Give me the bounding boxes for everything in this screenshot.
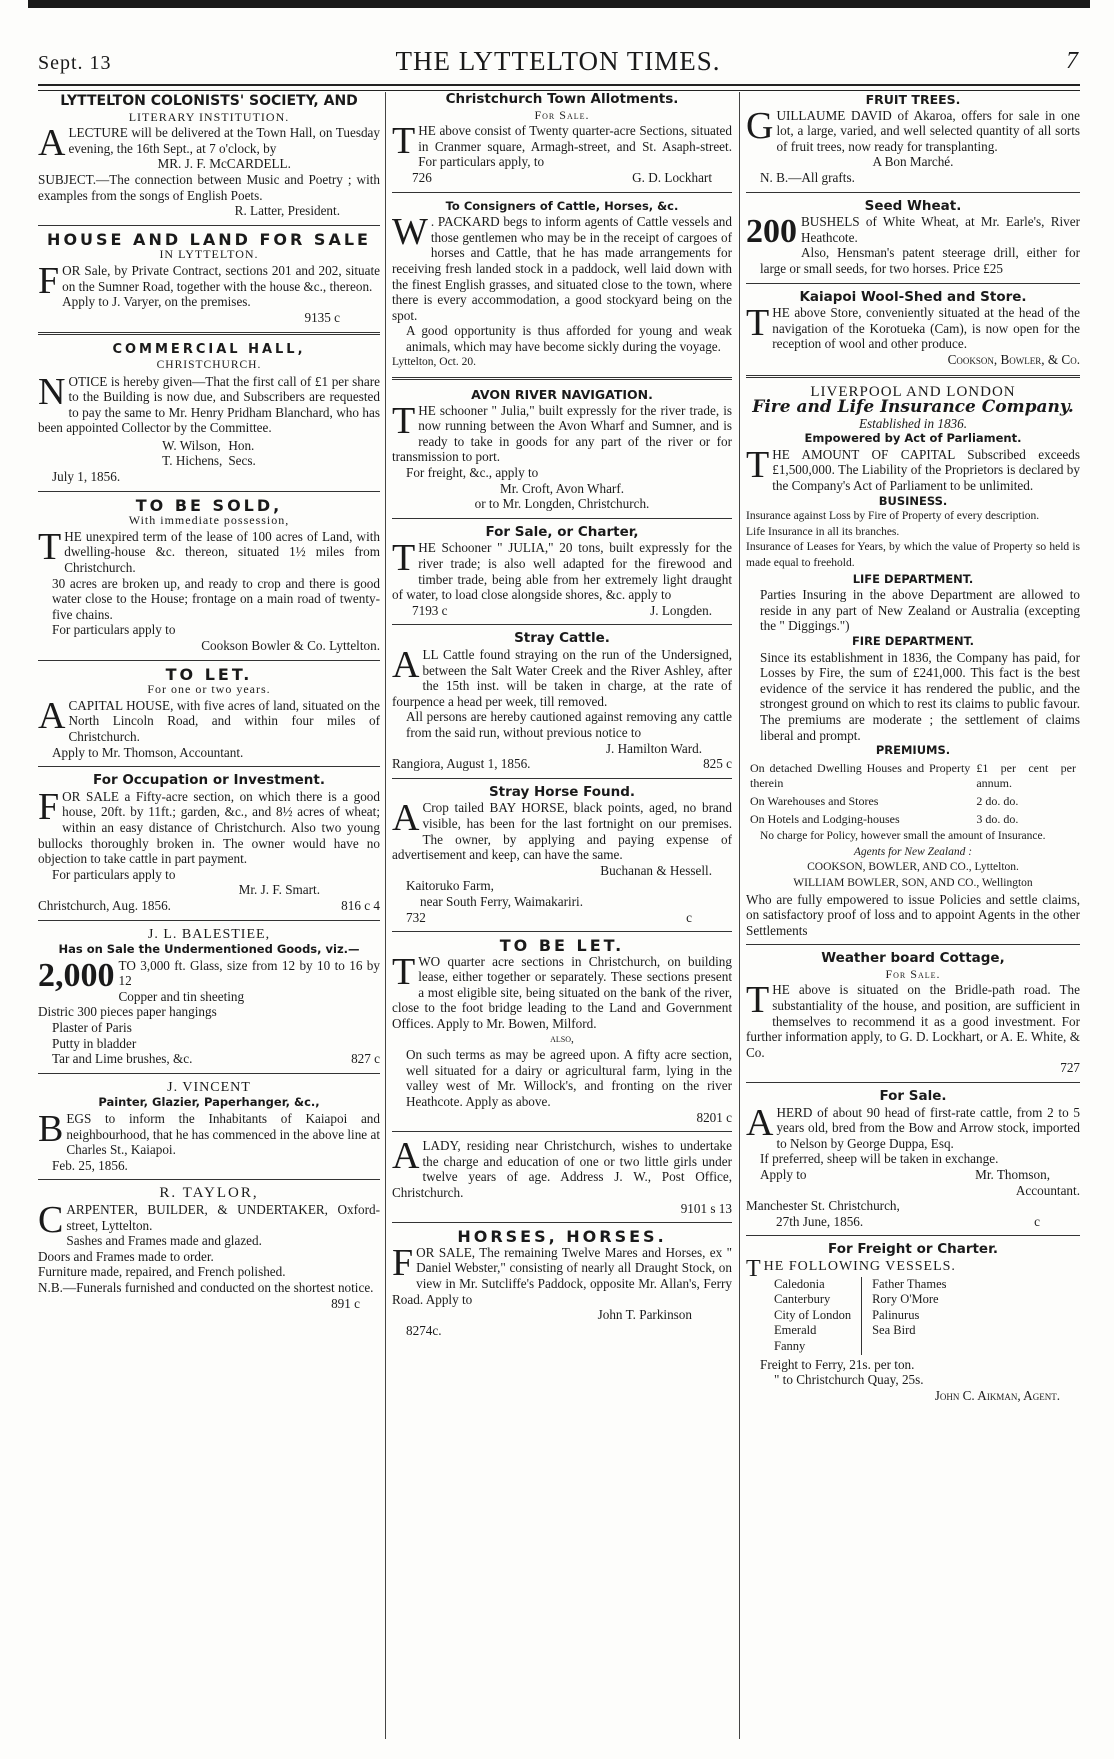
ad-wheat (746, 199, 1080, 277)
drop-cap: A (38, 122, 66, 165)
business-line: Insurance of Leases for Years, by which the value of Property so held is made equal to freehold. (746, 541, 1080, 570)
goods-line: Plaster of Paris (52, 1020, 132, 1036)
ad-signature: R. Latter, President. (234, 203, 340, 219)
ad-title: Seed Wheat. (864, 197, 962, 214)
big-number: 200 (746, 213, 797, 251)
ad-signature: Cookson, Bowler, & Co. (947, 351, 1080, 367)
column-3 (746, 92, 1080, 1739)
drop-cap: F (38, 785, 60, 828)
avon-line: or to Mr. Longden, Christchurch. (474, 496, 650, 512)
ad-apply: Apply to Mr. Thomson, Accountant. (52, 744, 244, 760)
divider (38, 332, 380, 335)
ad-body: BUSHELS of White Wheat, at Mr. Earle's, River Heathcote. (801, 214, 1080, 245)
vessel-name: Caledonia (774, 1276, 825, 1291)
ad-subtitle: With immediate possession, (128, 513, 290, 528)
ad-ref-suffix: c (686, 909, 692, 925)
column-1 (38, 92, 380, 1739)
ad-title: AVON RIVER NAVIGATION. (471, 387, 653, 403)
ad-body: HE above consist of Twenty quarter-acre Sections, situated in Cranmer square, Armagh-street, and St. Asaph-street. For particulars apply, to (418, 123, 732, 170)
ad-date: 27th June, 1856. (776, 1213, 864, 1229)
vessel-table (764, 1277, 957, 1355)
farm-line: Kaitoruko Farm, (406, 878, 494, 894)
freight-line: " to Christchurch Quay, 25s. (774, 1372, 924, 1388)
divider (392, 377, 732, 380)
ad-apply: For particulars apply to (52, 622, 176, 638)
ad-lady (392, 1135, 732, 1216)
ad-ref: 825 c (703, 756, 732, 772)
ad-body-2: On such terms as may be agreed upon. A fifty acre section, well situated for a dairy or agricultural farm, lying in the valley west of Mr. Willock's, and fronting on the river Heathcote. Apply as above. (406, 1047, 732, 1110)
ad-ref: 732 (406, 909, 426, 925)
ad-body: HE AMOUNT OF CAPITAL Subscribed exceeds £1,500,000. The Liability of the Proprietors is declared by the Company's Act of Parliament to be unlimited. (772, 446, 1080, 494)
drop-cap: A (392, 1135, 420, 1178)
divider (746, 375, 1080, 378)
ad-ref: 8274c. (406, 1322, 442, 1338)
ad-vincent (38, 1080, 380, 1174)
divider (38, 1179, 380, 1180)
ad-avon (392, 387, 732, 512)
ad-body: LECTURE will be delivered at the Town Hall, on Tuesday evening, the 16th Sept., at 7 o'clock, by (68, 125, 380, 156)
ad-body-2: All persons are hereby cautioned against removing any cattle from the said run, without previous notice to (406, 709, 732, 740)
lecturer-name: MR. J. F. McCARDELL. (157, 156, 291, 172)
ad-house (38, 229, 380, 326)
ad-subtitle: Has on Sale the Undermentioned Goods, viz.— (58, 942, 360, 957)
divider (392, 931, 732, 932)
ad-body: OR SALE, The remaining Twelve Mares and Horses, ex " Daniel Webster," consisting of nearly all Draught Stock, on view in Mr. Sutcliffe's Paddock, opposite Mr. Allan's, Ferry Road. Apply to (392, 1244, 732, 1307)
ad-ref: 8201 c (696, 1109, 732, 1125)
drop-cap: T (746, 443, 770, 486)
premium-rate: £1 per cent per annum. (976, 760, 1076, 791)
freight-line: Freight to Ferry, 21s. per ton. (760, 1356, 915, 1372)
ad-balestiee (38, 927, 380, 1067)
divider (392, 778, 732, 779)
vessel-name: Father Thames (862, 1277, 957, 1293)
ad-signature: John T. Parkinson (597, 1307, 692, 1323)
ad-body: WO quarter acre sections in Christchurch, on building lease, either together or separately. These sections present a most eligible site, being situated on the bank of the river, close to the foot bridge leading to the Land and Government Offices. Apply to Mr. Bowen, Milford. (392, 953, 732, 1032)
vessel-name: City of London (774, 1307, 852, 1322)
section-business: BUSINESS. (878, 493, 948, 508)
ad-subject: SUBJECT.—The connection between Music and Poetry ; with examples from the songs of English Poets. (38, 171, 380, 203)
masthead-rule (38, 84, 1080, 91)
ad-subtitle: IN LYTTELTON. (159, 247, 259, 262)
divider (746, 283, 1080, 284)
company-name: Fire and Life Insurance Company. (752, 397, 1074, 418)
ad-body: OTICE is hereby given—That the first call of £1 per share to the Building is now due, and Subscribers are requested to pay the same to Mr. Henry Pridham Blanchard, who has been appointed Collector by the Committee. (38, 373, 380, 436)
column-2 (392, 92, 732, 1739)
divider (38, 660, 380, 661)
divider (746, 192, 1080, 193)
act-line: Empowered by Act of Parliament. (804, 431, 1022, 446)
ad-body: . PACKARD begs to inform agents of Cattle vessels and those gentlemen who may be in the receipt of cargoes of horses and Cattle, that he has made arrangements for receiving fresh landed stock in a paddock, well laid down with the finest English grasses, and situated close to the town, where there is every accommodation, a good stockyard being on the spot. (392, 214, 732, 323)
ad-body: Crop tailed BAY HORSE, black points, aged, no brand visible, has been for the last fortnight on our premises. The owner, by applying and paying expense of advertisement and keep, can have the same. (392, 800, 732, 863)
ad-date: Feb. 25, 1856. (52, 1157, 128, 1173)
vessel-name: Fanny (774, 1338, 806, 1353)
drop-cap: F (392, 1241, 414, 1284)
ad-body: HE above is situated on the Bridle-path road. The substantiality of the house, and position, are sufficient in themselves to recommend it as a good investment. For further information apply, to G. D. Lockhart, or A. E. White, & Co. (746, 982, 1080, 1060)
premium-rate: 2 do. do. (976, 793, 1019, 808)
ad-taylor (38, 1186, 380, 1311)
ad-subtitle: For one or two years. (147, 682, 271, 697)
ad-signature: Mr. J. F. Smart. (238, 882, 320, 898)
ad-freight (746, 1242, 1080, 1403)
no-charge: No charge for Policy, however small the amount of Insurance. (760, 830, 1046, 843)
ad-stray-horse (392, 785, 732, 925)
vessel-name: Palinurus (862, 1308, 957, 1324)
divider (392, 624, 732, 625)
avon-line: Mr. Croft, Avon Wharf. (499, 480, 625, 496)
drop-cap: W (392, 211, 428, 254)
masthead (38, 46, 1078, 78)
ad-charter (392, 525, 732, 619)
drop-cap: A (392, 797, 420, 840)
ad-cottage (746, 951, 1080, 1076)
ad-ref: 816 c 4 (341, 897, 380, 913)
fire-body: Since its establishment in 1836, the Company has paid, for Losses by Fire, the sum of £241,000. This fact is the best evidence of the service it has rendered the public, and the strongest ground on which to rest its claims to public favour. The premiums are moderate ; the settlement of claims liberal and prompt. (760, 649, 1080, 743)
ad-fruit (746, 92, 1080, 186)
drop-cap: T (392, 120, 416, 163)
top-rule (28, 0, 1090, 8)
ad-signature: Buchanan & Hessell. (600, 862, 712, 878)
ad-allotments (392, 92, 732, 186)
ad-body: OR Sale, by Private Contract, sections 201 and 202, situate on the Sumner Road, together with the house &c., thereon. (62, 262, 380, 294)
ad-body: CAPITAL HOUSE, with five acres of land, situated on the North Lincoln Road, and within four miles of Christchurch. (68, 697, 380, 744)
newspaper-title: THE LYTTELTON TIMES. (395, 46, 721, 76)
divider (38, 766, 380, 767)
ad-title: For Sale, or Charter, (485, 523, 639, 540)
ad-ref: 726 (412, 169, 432, 185)
divider (38, 491, 380, 492)
goods-line: Copper and tin sheeting (118, 988, 245, 1004)
address-line: Manchester St. Christchurch, (746, 1198, 900, 1214)
drop-cap: C (38, 1199, 64, 1241)
drop-cap: T (392, 537, 416, 580)
premiums-table (746, 759, 1080, 829)
divider (392, 192, 732, 193)
divider (38, 225, 380, 226)
sign-hichens: T. Hichens, (162, 453, 223, 469)
ad-ref: 727 (1060, 1060, 1080, 1076)
ad-title: R. TAYLOR, (159, 1185, 259, 1202)
life-body: Parties Insuring in the above Department are allowed to reside in any part of New Zealand or Australia (excepting the " Diggings.") (760, 587, 1080, 634)
goods-line: Tar and Lime brushes, &c. (52, 1051, 193, 1067)
ad-signature: John C. Aikman, Agent. (934, 1387, 1060, 1403)
also-label: also, (550, 1032, 574, 1045)
ad-let (38, 664, 380, 761)
drop-cap: T (392, 950, 416, 993)
ad-signature-2: Accountant. (1015, 1182, 1080, 1198)
goods-line: Distric 300 pieces paper hangings (38, 1004, 217, 1020)
drop-cap: T (392, 399, 416, 442)
premium-item: On Hotels and Lodging-houses (750, 811, 900, 826)
ad-title: Stray Horse Found. (488, 783, 636, 800)
agent-line: WILLIAM BOWLER, SON, AND CO., Wellington (793, 876, 1033, 889)
ad-subtitle: Painter, Glazier, Paperhanger, &c., (98, 1095, 320, 1110)
ad-title: HOUSE AND LAND FOR SALE (47, 229, 371, 249)
ad-body: ARPENTER, BUILDER, & UNDERTAKER, Oxford-street, Lyttelton. (66, 1202, 380, 1233)
ad-insurance (746, 385, 1080, 939)
taylor-line: Sashes and Frames made and glazed. (66, 1233, 262, 1249)
business-line: Life Insurance in all its branches. (746, 525, 900, 538)
drop-cap: T (746, 979, 770, 1022)
page-number: 7 (1066, 48, 1078, 74)
ad-body: LADY, residing near Christchurch, wishes to undertake the charge and education of one or two little girls under twelve years of age. Address J. W., Post Office, Christchurch. (392, 1138, 732, 1200)
hon-label: Hon. (228, 437, 255, 453)
ad-body-2: A good opportunity is thus afforded for young and weak animals, which may have become sickly during the voyage. (406, 323, 732, 354)
ad-note: N. B.—All grafts. (760, 169, 855, 185)
ad-occupation (38, 773, 380, 913)
ad-title: For Freight or Charter. (828, 1241, 998, 1258)
ad-title: Kaiapoi Wool-Shed and Store. (799, 288, 1027, 305)
ad-body: OR SALE a Fifty-acre section, on which there is a good house, 20ft. by 11ft.; garden, &c., and 8½ acres of wheat; within an easy distance of Christchurch. Also two young bullocks thoroughly broken in. The owner would have no objection to take cattle in part payment. (38, 788, 380, 867)
ad-title: For Sale. (879, 1088, 947, 1105)
ad-body: UILLAUME DAVID of Akaroa, offers for sale in one lot, a large, varied, and well selected quantity of all sorts of fruit trees, now ready for transplanting. (776, 107, 1080, 154)
drop-cap: T (746, 1255, 761, 1282)
ad-to-be-let (392, 938, 732, 1125)
ad-ref: 9101 s 13 (680, 1200, 732, 1216)
ad-body-2: If preferred, sheep will be taken in exchange. (760, 1151, 999, 1167)
divider (746, 944, 1080, 945)
ad-title: Weather board Cottage, (821, 950, 1005, 967)
divider (746, 1235, 1080, 1236)
ad-date: July 1, 1856. (52, 469, 121, 485)
ad-body: LL Cattle found straying on the run of the Undersigned, between the Salt Water Creek and the River Ashley, after the 15th inst. will be taken in charge, at the rate of fourpence a head per week, till removed. (392, 647, 732, 709)
ad-horses (392, 1229, 732, 1338)
divider (38, 1073, 380, 1074)
ad-title: To Consigners of Cattle, Horses, &c. (445, 198, 679, 213)
drop-cap: A (38, 694, 66, 737)
established: Established in 1836. (858, 415, 968, 431)
ad-body-2: Also, Hensman's patent steerage drill, either for large or small seeds, for two horses. Price £25 (760, 245, 1080, 276)
vessel-name: Canterbury (774, 1292, 831, 1307)
drop-cap: F (38, 259, 60, 302)
divider (392, 518, 732, 519)
taylor-line: Furniture made, repaired, and French polished. (38, 1264, 286, 1280)
ad-title: HORSES, HORSES. (457, 1227, 667, 1247)
ad-signature: Cookson Bowler & Co. Lyttelton. (201, 638, 380, 653)
ad-signature: J. Hamilton Ward. (605, 740, 702, 756)
vessel-name: Rory O'More (862, 1292, 957, 1308)
ad-for-sale (746, 1089, 1080, 1229)
ad-body: EGS to inform the Inhabitants of Kaiapoi and neighbourhood, that he has commenced in the above line at Charles St., Kaiapoi. (66, 1111, 380, 1158)
ad-body: HE above Store, conveniently situated at the head of the navigation of the Korotueka (Cam), is now open for the reception of wool and other produce. (772, 305, 1080, 352)
ad-consigners (392, 199, 732, 371)
goods-line: TO 3,000 ft. Glass, size from 12 by 10 to 16 by 12 (118, 957, 380, 989)
ad-apply: For particulars apply to (52, 866, 176, 882)
drop-cap: T (746, 302, 770, 345)
ad-stray-cattle (392, 631, 732, 771)
ad-title: J. VINCENT (167, 1079, 251, 1095)
business-line: Insurance against Loss by Fire of Property of every description. (746, 510, 1040, 523)
goods-line: Putty in bladder (52, 1035, 137, 1051)
vessel-name: Sea Bird (862, 1323, 957, 1339)
premium-rate: 3 do. do. (976, 811, 1019, 826)
big-number: 2,000 (38, 956, 115, 994)
ad-ref: 827 c (351, 1051, 380, 1067)
divider (38, 920, 380, 921)
ad-title: Stray Cattle. (514, 630, 610, 647)
ad-date: Rangiora, August 1, 1856. (392, 756, 531, 772)
ad-apply: Apply to (760, 1167, 807, 1182)
ad-body: HE unexpired term of the lease of 100 acres of Land, with dwelling-house &c. thereon, situated 1½ miles from Christchurch. (64, 528, 380, 576)
agent-line: COOKSON, BOWLER, AND CO., Lyttelton. (807, 861, 1019, 874)
ad-subtitle: LITERARY INSTITUTION. (128, 109, 290, 124)
drop-cap: A (392, 644, 420, 686)
ad-title: For Occupation or Investment. (93, 772, 325, 789)
ad-title: Christchurch Town Allotments. (445, 91, 679, 107)
ad-title: TO LET. (165, 664, 253, 684)
divider (746, 1082, 1080, 1083)
taylor-line: N.B.—Funerals furnished and conducted on the shortest notice. (38, 1279, 374, 1295)
ad-body: HERD of about 90 head of first-rate cattle, from 2 to 5 years old, bred from the Bow and Arrow stock, imported to Nelson by George Duppa, Esq. (776, 1104, 1080, 1151)
ad-title: TO BE LET. (499, 936, 625, 956)
issue-date: Sept. 13 (38, 52, 112, 74)
ad-society (38, 94, 380, 219)
ad-ref: 7193 c (412, 602, 448, 618)
secs-label: Secs. (228, 453, 256, 469)
vessel-name: Emerald (774, 1323, 817, 1338)
ad-signature: Mr. Thomson, (975, 1167, 1050, 1182)
ad-woolshed (746, 290, 1080, 368)
ad-title: COMMERCIAL HALL, (112, 342, 306, 358)
section-fire: FIRE DEPARTMENT. (851, 634, 975, 648)
ad-subtitle: CHRISTCHURCH. (156, 358, 262, 371)
ad-body: HE schooner " Julia," built expressly for the river trade, is now running between the Avon Wharf and Sumner, and is ready to take in goods for any part of the river or for transmission to port. (392, 402, 732, 465)
ad-body-2: 30 acres are broken up, and ready to crop and there is good water close to the House; frontage on a main road of twenty-five chains. (52, 575, 380, 622)
ad-date: Christchurch, Aug. 1856. (38, 897, 171, 913)
section-life: LIFE DEPARTMENT. (852, 571, 974, 586)
drop-cap: N (38, 370, 66, 413)
ad-signature: A Bon Marché. (872, 154, 954, 170)
premium-item: On Warehouses and Stores (750, 793, 879, 808)
column-divider (385, 92, 386, 1739)
drop-cap: G (746, 104, 774, 147)
ad-hall (38, 342, 380, 484)
divider (392, 1222, 732, 1223)
ad-title: LIVERPOOL AND LONDON (810, 383, 1016, 400)
drop-cap: A (746, 1101, 774, 1144)
ad-ref: 891 c (331, 1295, 360, 1311)
ad-sold (38, 495, 380, 654)
ad-ref-suffix: c (1034, 1213, 1040, 1229)
ad-title: LYTTELTON COLONISTS' SOCIETY, AND (60, 93, 358, 109)
ad-title: TO BE SOLD, (135, 495, 283, 515)
divider (392, 1131, 732, 1132)
avon-line: For freight, &c., apply to (406, 465, 539, 481)
ad-body: HE Schooner " JULIA," 20 tons, built expressly for the river trade; is also well adapted for the firewood and timber trade, being able from her extremely light draught of water, to load close alongside shores, &c. apply to (392, 540, 732, 603)
column-divider (739, 92, 740, 1739)
ad-apply: Apply to J. Varyer, on the premises. (62, 294, 251, 310)
sign-wilson: W. Wilson, (162, 437, 221, 453)
drop-cap: T (38, 525, 62, 568)
drop-cap: B (38, 1108, 64, 1151)
ad-title: J. L. BALESTIEE, (147, 926, 271, 942)
farm-line: near South Ferry, Waimakariri. (420, 893, 584, 909)
agents-label: Agents for New Zealand : (853, 845, 973, 858)
ad-body: HE FOLLOWING VESSELS. (763, 1258, 956, 1274)
ad-signature: J. Longden. (650, 602, 712, 618)
ad-date: Lyttelton, Oct. 20. (392, 355, 477, 368)
ad-subtitle: For Sale. (534, 107, 590, 122)
section-premiums: PREMIUMS. (875, 743, 951, 758)
ad-signature: G. D. Lockhart (632, 169, 712, 185)
ad-subtitle: For Sale. (885, 966, 941, 981)
who-line: Who are fully empowered to issue Policies and settle claims, on satisfactory proof of loss and to appoint Agents in the other Settlements (746, 891, 1080, 938)
premium-item: On detached Dwelling Houses and Property therein (750, 760, 971, 791)
taylor-line: Doors and Frames made to order. (38, 1248, 214, 1264)
ad-ref: 9135 c (304, 309, 340, 325)
vessel-name (862, 1339, 957, 1355)
ad-title: FRUIT TREES. (865, 92, 961, 107)
